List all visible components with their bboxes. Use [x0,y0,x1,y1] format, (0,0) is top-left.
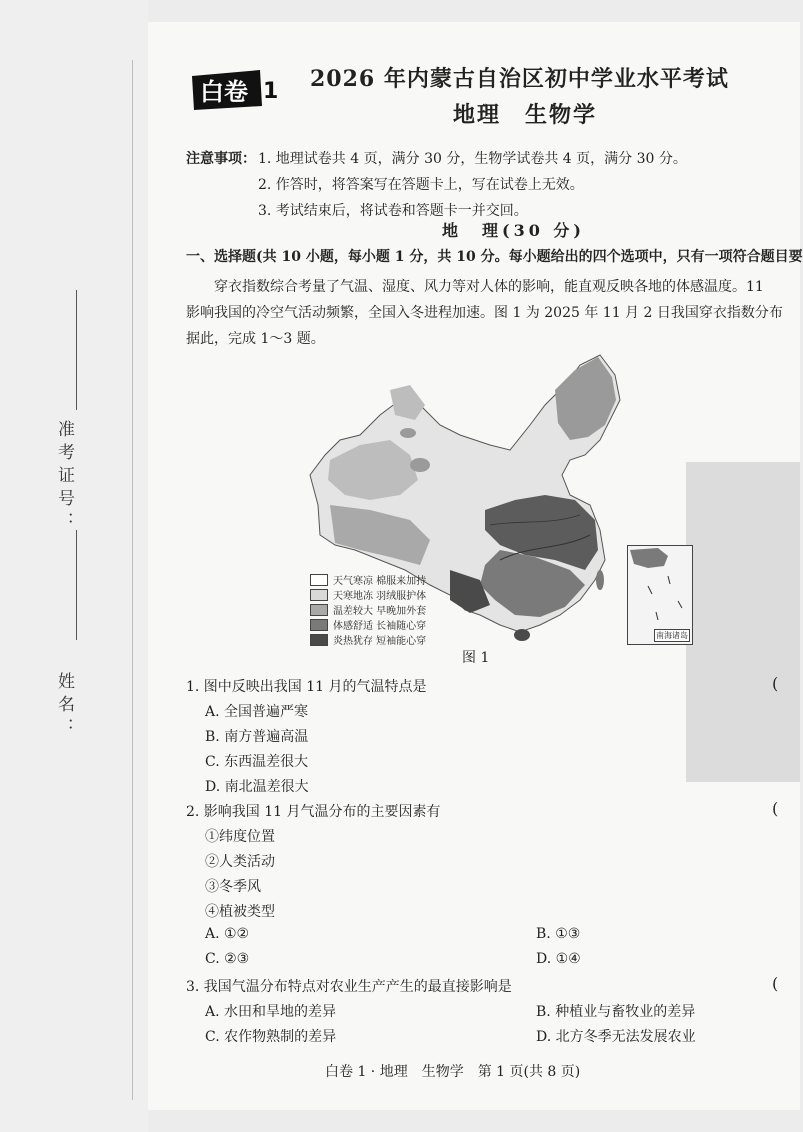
question-2-factor-1: ①纬度位置 [205,829,275,845]
legend-label: 天气寒凉 棉服来加持 [333,576,427,587]
binding-margin [0,0,148,1132]
section-heading: 一、选择题(共 10 小题，每小题 1 分，共 10 分。每小题给出的四个选项中，只有一项符合题目要 [186,249,803,265]
question-3-option-b: B. 种植业与畜牧业的差异 [536,1004,696,1020]
legend-label: 炎热犹存 短袖能心穿 [333,636,427,647]
question-2-answer-paren: ( [772,799,779,818]
question-1-option-a: A. 全国普遍严寒 [205,704,309,720]
svg-text:1: 1 [263,79,279,104]
question-3-answer-paren: ( [772,974,779,993]
question-1-answer-paren: ( [772,674,779,693]
question-1-option-d: D. 南北温差很大 [205,779,309,795]
question-2-option-c: C. ②③ [205,951,250,967]
question-2-factor-3: ③冬季风 [205,879,261,895]
legend-item [310,602,426,617]
paper-stamp [190,68,279,112]
question-2-option-b: B. ①③ [536,926,581,942]
background-watermark-block [686,462,800,782]
admission-number-label: 准考证号： [54,420,74,535]
legend-label: 天寒地冻 羽绒服护体 [333,591,427,602]
exam-title: 2026 年内蒙古自治区初中学业水平考试 [310,66,729,92]
notice-item-1: 1. 地理试卷共 4 页，满分 30 分，生物学试卷共 4 页，满分 30 分。 [258,151,687,167]
question-3-option-a: A. 水田和旱地的差异 [205,1004,337,1020]
intro-line-2: 影响我国的冷空气活动频繁，全国入冬进程加速。图 1 为 2025 年 11 月 2 日我国穿衣指数分布 [186,305,783,321]
notice-item-3: 3. 考试结束后，将试卷和答题卡一并交回。 [258,203,528,219]
legend-swatch [310,634,328,646]
question-3-stem: 3. 我国气温分布特点对农业生产产生的最直接影响是 [186,979,512,995]
legend-label: 体感舒适 长袖随心穿 [333,621,427,632]
question-1-option-c: C. 东西温差很大 [205,754,309,770]
legend-swatch [310,619,328,631]
page-footer: 白卷 1 · 地理 生物学 第 1 页(共 8 页) [325,1064,581,1080]
legend-item [310,572,426,587]
question-2-stem: 2. 影响我国 11 月气温分布的主要因素有 [186,804,441,820]
inset-label: 南海诸岛 [656,631,688,640]
legend-swatch [310,574,328,586]
question-2-option-d: D. ①④ [536,951,581,967]
legend-label: 温差较大 早晚加外套 [333,606,427,617]
exam-subtitle: 地理 生物学 [453,102,598,128]
legend-item [310,617,426,632]
south-china-sea-inset [627,545,693,645]
admission-number-line-bottom [76,530,77,640]
legend-swatch [310,589,328,601]
fold-line [132,60,133,1100]
question-2-factor-2: ②人类活动 [205,854,275,870]
intro-line-3: 据此，完成 1～3 题。 [186,331,325,347]
intro-line-1: 穿衣指数综合考量了气温、湿度、风力等对人体的影响，能直观反映各地的体感温度。11 [214,279,764,295]
notice-item-2: 2. 作答时，将答案写在答题卡上，写在试卷上无效。 [258,177,584,193]
figure-caption: 图 1 [462,650,490,666]
legend-item [310,632,426,647]
question-1-option-b: B. 南方普遍高温 [205,729,309,745]
name-label: 姓名： [54,672,74,741]
svg-text:白卷: 白卷 [200,78,248,106]
notice-label: 注意事项： [186,151,256,167]
map-legend [310,572,426,647]
section-title: 地 理(30 分) [442,221,585,240]
question-2-option-a: A. ①② [205,926,250,942]
legend-swatch [310,604,328,616]
question-3-option-d: D. 北方冬季无法发展农业 [536,1029,696,1045]
question-3-option-c: C. 农作物熟制的差异 [205,1029,337,1045]
admission-number-line-top [76,290,77,410]
question-1-stem: 1. 图中反映出我国 11 月的气温特点是 [186,679,427,695]
legend-item [310,587,426,602]
question-2-factor-4: ④植被类型 [205,904,275,920]
